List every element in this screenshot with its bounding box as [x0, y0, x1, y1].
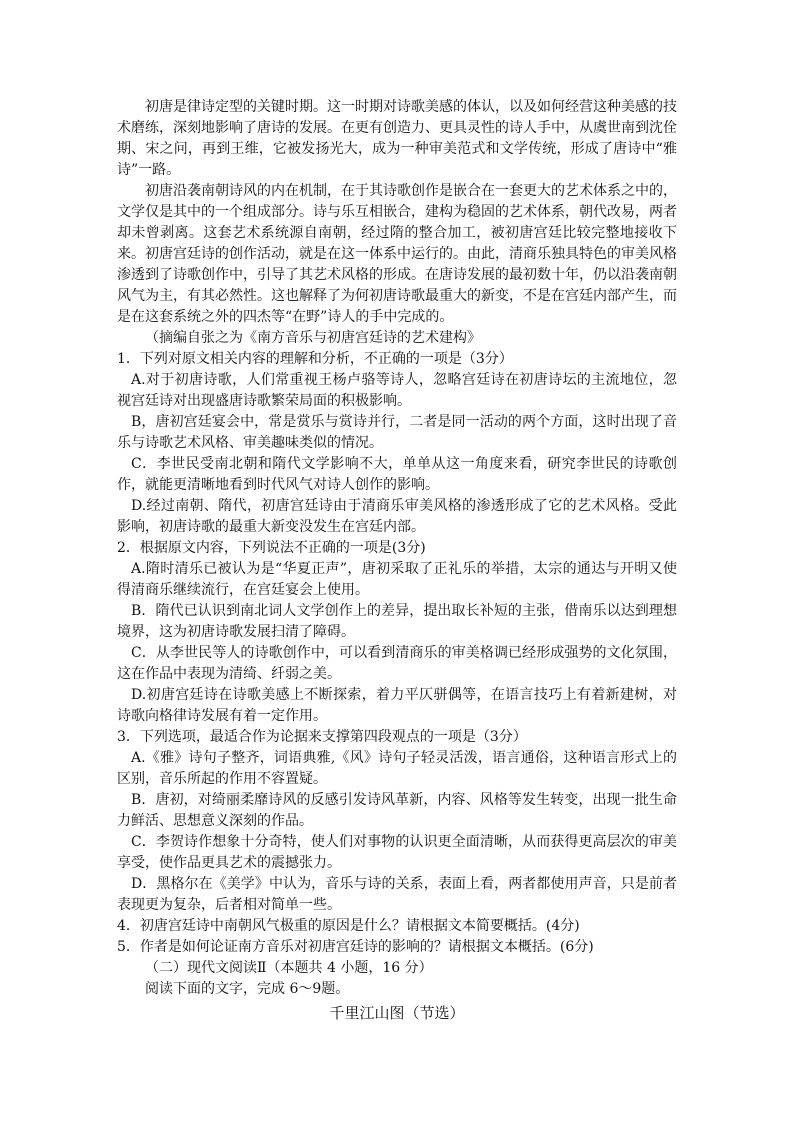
- question-2-option-b: B．隋代已认识到南北词人文学创作上的差异，提出取长补短的主张，借南乐以达到理想境界，这为初唐诗歌发展扫清了障碍。: [117, 603, 677, 640]
- question-3-option-a: A.《雅》诗句子整齐，词语典雅,《风》诗句子轻灵活泼，语言通俗，这种语言形式上的区别，音乐所起的作用不容置疑。: [117, 750, 677, 787]
- question-1-option-c: C．李世民受南北朝和隋代文学影响不大，单单从这一角度来看，研究李世民的诗歌创作，就能更清晰地看到时代风气对诗人创作的影响。: [117, 456, 677, 493]
- question-2-option-c: C．从李世民等人的诗歌创作中，可以看到清商乐的审美格调已经形成强势的文化氛围，这在作品中表现为清绮、纤弱之美。: [117, 645, 677, 682]
- question-3-option-c: C．李贺诗作想象十分奇特，使人们对事物的认识更全面清晰，从而获得更高层次的审美享受，使作品更具艺术的震撼张力。: [117, 834, 677, 871]
- question-1-stem: 1．下列对原文相关内容的理解和分析，不正确的一项是（3分）: [117, 351, 513, 367]
- question-3-option-b: B．唐初，对绮丽柔靡诗风的反感引发诗风革新，内容、风格等发生转变，出现一批生命力鲜活、思想意义深刻的作品。: [117, 792, 677, 829]
- question-2-option-a: A.隋时清乐已被认为是“华夏正声”，唐初采取了正礼乐的举措，太宗的通达与开明又使得清商乐继续流行，在宫廷宴会上使用。: [117, 561, 677, 598]
- question-1: [117, 349, 677, 538]
- section-instruction: 阅读下面的文字，完成 6～9题。: [145, 981, 350, 997]
- question-2-stem: 2．根据原文内容，下列说法不正确的一项是(3分): [117, 540, 426, 556]
- exam-page: [117, 97, 677, 1024]
- question-3-option-d: D．黑格尔在《美学》中认为，音乐与诗的关系，表面上看，两者都使用声音，只是前者表现更为复杂，后者相对简单一些。: [117, 876, 677, 913]
- question-4-stem: 4．初唐宫廷诗中南朝风气极重的原因是什么？请根据文本简要概括。(4分): [117, 918, 580, 934]
- passage-paragraph-1: 初唐是律诗定型的关键时期。这一时期对诗歌美感的体认，以及如何经营这种美感的技术磨练，深刻地影响了唐诗的发展。在更有创造力、更具灵性的诗人手中，从虞世南到沈佺期、宋之问，再到王维，它被发扬光大，成为一种审美范式和文学传统，形成了唐诗中“雅诗”一路。: [117, 99, 677, 178]
- section-heading: （二）现代文阅读Ⅱ（本题共 4 小题，16 分）: [145, 960, 433, 976]
- article-title: 千里江山图（节选）: [329, 1004, 465, 1022]
- question-1-option-a: A.对于初唐诗歌，人们常重视王杨卢骆等诗人，忽略宫廷诗在初唐诗坛的主流地位，忽视宫廷诗对出现盛唐诗歌繁荣局面的积极影响。: [117, 372, 677, 409]
- passage-paragraph-2: 初唐沿袭南朝诗风的内在机制，在于其诗歌创作是嵌合在一套更大的艺术体系之中的，文学仅是其中的一个组成部分。诗与乐互相嵌合，建构为稳固的艺术体系，朝代改易，两者却未曾剥离。这套艺术系统源自南朝，经过隋的整合加工，被初唐宫廷比较完整地接收下来。初唐宫廷诗的创作活动，就是在这一体系中运行的。由此，清商乐独具特色的审美风格渗透到了诗歌创作中，引导了其艺术风格的形成。在唐诗发展的最初数十年，仍以沿袭南朝风气为主，有其必然性。这也解释了为何初唐诗歌最重大的新变，不是在宫廷内部产生，而是在这套系统之外的四杰等“在野”诗人的手中完成的。: [117, 183, 677, 325]
- question-5-stem: 5．作者是如何论证南方音乐对初唐宫廷诗的影响的？请根据文本概括。(6分): [117, 939, 594, 955]
- question-1-option-d: D.经过南朝、隋代，初唐宫廷诗由于清商乐审美风格的渗透形成了它的艺术风格。受此影响，初唐诗歌的最重大新变没发生在宫廷内部。: [117, 498, 677, 535]
- question-3: [117, 727, 677, 916]
- question-1-option-b: B，唐初宫廷宴会中，常是赏乐与赏诗并行，二者是同一活动的两个方面，这时出现了音乐与诗歌艺术风格、审美趣味类似的情况。: [117, 414, 677, 451]
- question-3-stem: 3．下列选项，最适合作为论据来支撑第四段观点的一项是（3分）: [117, 729, 527, 745]
- question-2-option-d: D.初唐宫廷诗在诗歌美感上不断探索，着力平仄骈偶等，在语言技巧上有着新建树，对诗歌向格律诗发展有着一定作用。: [117, 687, 677, 724]
- question-2: [117, 538, 677, 727]
- passage-source: （摘编自张之为《南方音乐与初唐宫廷诗的艺术建构》: [145, 330, 481, 346]
